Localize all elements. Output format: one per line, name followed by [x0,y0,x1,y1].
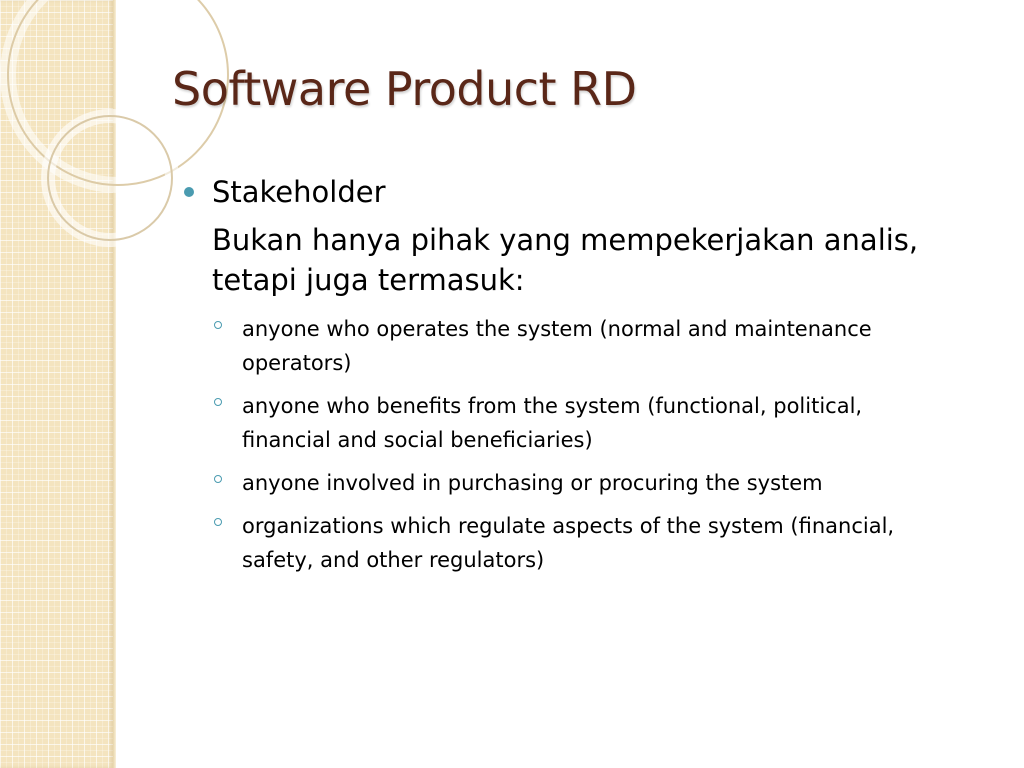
decorative-rings [0,0,200,280]
ring-bullet-icon [214,398,222,406]
bullet-dot-icon [184,187,194,197]
list-item-text: anyone involved in purchasing or procuring the system [242,471,823,495]
list-item [242,466,952,500]
slide-body [184,172,984,586]
list-item-text: anyone who benefits from the system (functional, political, financial and social beneficiaries) [242,394,863,452]
ring-bullet-icon [214,475,222,483]
list-item-text: anyone who operates the system (normal and maintenance operators) [242,317,872,375]
bullet-item [184,172,984,212]
body-paragraph: Bukan hanya pihak yang mempekerjakan analis, tetapi juga termasuk: [212,223,919,297]
list-item [242,312,952,380]
sub-bullet-list [184,312,952,577]
list-item [242,389,952,457]
ring-bullet-icon [214,321,222,329]
ring-bullet-icon [214,518,222,526]
list-item-text: organizations which regulate aspects of the system (financial, safety, and other regulators) [242,514,895,572]
bullet-text: Stakeholder [212,175,386,209]
list-item [242,509,952,577]
slide-title: Software Product RD [172,62,637,116]
